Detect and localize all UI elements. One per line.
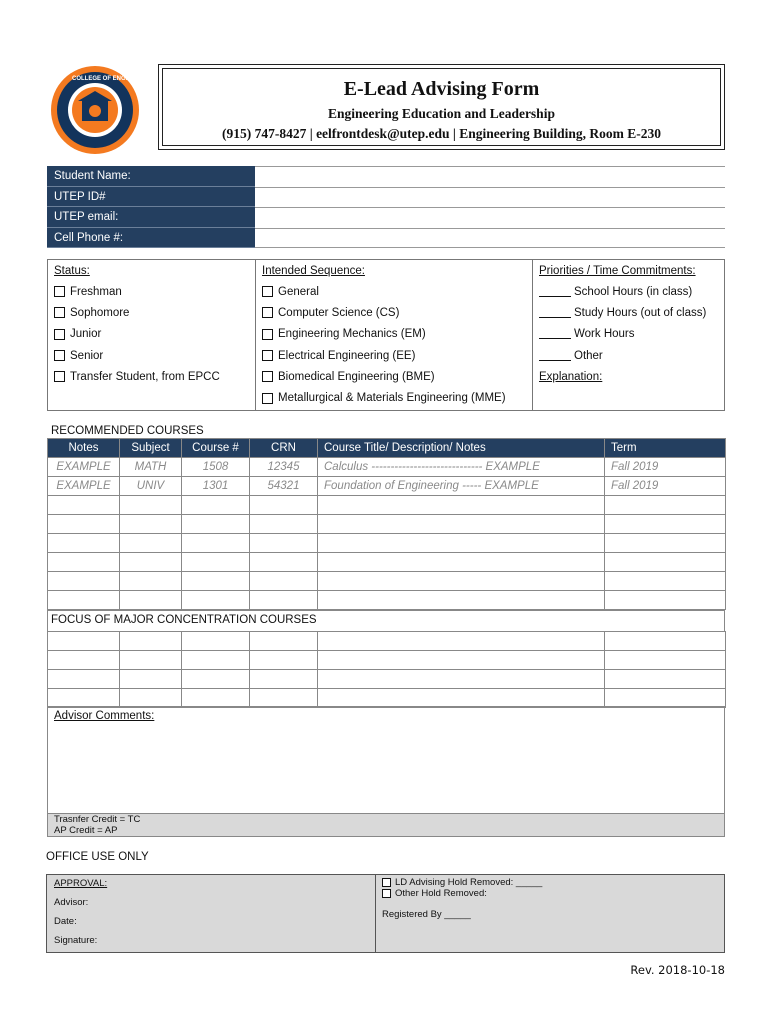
blank-line[interactable]: [539, 351, 571, 361]
checkbox[interactable]: [382, 878, 391, 887]
table-cell[interactable]: EXAMPLE: [48, 458, 120, 477]
sequence-option[interactable]: Biomedical Engineering (BME): [256, 366, 532, 387]
table-cell[interactable]: 1508: [182, 458, 250, 477]
checkbox[interactable]: [262, 371, 273, 382]
office-use-title: OFFICE USE ONLY: [46, 851, 149, 863]
table-row[interactable]: [48, 572, 726, 591]
other-hold-option[interactable]: Other Hold Removed:: [382, 888, 542, 899]
advisor-label[interactable]: Advisor:: [54, 897, 89, 908]
credit-legend: [47, 814, 725, 837]
utep-id-field[interactable]: [255, 187, 725, 208]
col-course-number: Course #: [182, 439, 250, 458]
table-cell[interactable]: 12345: [250, 458, 318, 477]
table-row: [48, 477, 726, 496]
table-row[interactable]: [48, 591, 726, 610]
checkbox[interactable]: [262, 286, 273, 297]
approval-right: [382, 877, 542, 920]
cell-phone-field[interactable]: [255, 228, 725, 249]
explanation-label: Explanation:: [539, 370, 603, 383]
priorities-column: [533, 260, 724, 410]
col-notes: Notes: [48, 439, 120, 458]
transfer-credit-note: Trasnfer Credit = TC: [54, 814, 141, 825]
table-header-row: [48, 439, 726, 458]
checkbox[interactable]: [54, 286, 65, 297]
priority-item[interactable]: Work Hours: [533, 324, 724, 345]
advisor-comments-box[interactable]: [47, 706, 725, 814]
approval-left: [47, 875, 376, 952]
table-cell[interactable]: Fall 2019: [605, 477, 726, 496]
utep-email-field[interactable]: [255, 207, 725, 228]
recommended-courses-title: RECOMMENDED COURSES: [51, 425, 204, 437]
sequence-option[interactable]: Computer Science (CS): [256, 302, 532, 323]
checkbox[interactable]: [262, 393, 273, 404]
utep-id-label: UTEP ID#: [47, 187, 255, 208]
student-info-section: [47, 166, 725, 248]
checkbox[interactable]: [54, 307, 65, 318]
sequence-heading: Intended Sequence:: [262, 265, 365, 277]
sequence-option[interactable]: Metallurgical & Materials Engineering (MME): [256, 387, 532, 408]
sequence-option[interactable]: Engineering Mechanics (EM): [256, 324, 532, 345]
blank-line[interactable]: [539, 329, 571, 339]
priorities-heading: Priorities / Time Commitments:: [539, 265, 696, 277]
contact-line: (915) 747-8427 | eelfrontdesk@utep.edu | Engineering Building, Room E-230: [221, 126, 662, 141]
col-term: Term: [605, 439, 726, 458]
recommended-courses-table: [47, 438, 726, 610]
svg-text:COLLEGE OF ENGINEERING: COLLEGE OF ENGINEERING: [72, 76, 155, 82]
table-row: [48, 458, 726, 477]
status-option[interactable]: Freshman: [48, 281, 255, 302]
checkbox[interactable]: [262, 307, 273, 318]
table-row[interactable]: [48, 515, 726, 534]
status-section: [47, 259, 725, 411]
priority-item[interactable]: Study Hours (out of class): [533, 302, 724, 323]
table-row[interactable]: [48, 651, 726, 670]
focus-courses-title: FOCUS OF MAJOR CONCENTRATION COURSES: [47, 610, 725, 631]
table-row[interactable]: [48, 689, 726, 708]
status-heading: Status:: [54, 265, 90, 277]
status-option[interactable]: Sophomore: [48, 302, 255, 323]
status-column: [48, 260, 256, 410]
checkbox[interactable]: [382, 889, 391, 898]
col-subject: Subject: [120, 439, 182, 458]
sequence-option[interactable]: Electrical Engineering (EE): [256, 345, 532, 366]
blank-line[interactable]: [539, 308, 571, 318]
student-name-label: Student Name:: [47, 166, 255, 187]
department-name: Engineering Education and Leadership: [328, 106, 555, 121]
utep-email-label: UTEP email:: [47, 207, 255, 228]
table-cell[interactable]: MATH: [120, 458, 182, 477]
focus-courses-table: [47, 631, 726, 708]
table-cell[interactable]: UNIV: [120, 477, 182, 496]
checkbox[interactable]: [54, 371, 65, 382]
sequence-option[interactable]: General: [256, 281, 532, 302]
sequence-column: [256, 260, 533, 410]
checkbox[interactable]: [262, 350, 273, 361]
table-cell[interactable]: EXAMPLE: [48, 477, 120, 496]
table-cell[interactable]: 54321: [250, 477, 318, 496]
col-crn: CRN: [250, 439, 318, 458]
cell-phone-label: Cell Phone #:: [47, 228, 255, 249]
form-title: E-Lead Advising Form: [343, 78, 540, 100]
ap-credit-note: AP Credit = AP: [54, 824, 118, 836]
table-cell[interactable]: Fall 2019: [605, 458, 726, 477]
college-of-engineering-seal: [50, 65, 155, 155]
table-row[interactable]: [48, 534, 726, 553]
date-label[interactable]: Date:: [54, 916, 77, 927]
priority-item[interactable]: Other: [533, 345, 724, 366]
approval-box: [46, 874, 725, 953]
revision-date: Rev. 2018-10-18: [630, 963, 725, 977]
status-option[interactable]: Transfer Student, from EPCC: [48, 366, 255, 387]
table-row[interactable]: [48, 670, 726, 689]
ld-hold-option[interactable]: LD Advising Hold Removed: _____: [382, 877, 542, 888]
form-header: [158, 64, 725, 150]
table-cell[interactable]: Calculus ----------------------------- EXAMPLE: [318, 458, 605, 477]
checkbox[interactable]: [262, 329, 273, 340]
approval-label: APPROVAL:: [54, 878, 108, 889]
signature-label[interactable]: Signature:: [54, 935, 98, 946]
registered-by-label[interactable]: Registered By _____: [382, 909, 471, 920]
student-name-field[interactable]: [255, 166, 725, 187]
priority-item[interactable]: School Hours (in class): [533, 281, 724, 302]
status-option[interactable]: Junior: [48, 324, 255, 345]
table-row[interactable]: [48, 553, 726, 572]
blank-line[interactable]: [539, 287, 571, 297]
status-option[interactable]: Senior: [48, 345, 255, 366]
checkbox[interactable]: [54, 329, 65, 340]
table-row[interactable]: [48, 496, 726, 515]
advisor-comments-label: Advisor Comments:: [54, 710, 155, 722]
checkbox[interactable]: [54, 350, 65, 361]
col-course-title: Course Title/ Description/ Notes: [318, 439, 605, 458]
table-cell[interactable]: 1301: [182, 477, 250, 496]
table-row[interactable]: [48, 632, 726, 651]
table-cell[interactable]: Foundation of Engineering ----- EXAMPLE: [318, 477, 605, 496]
